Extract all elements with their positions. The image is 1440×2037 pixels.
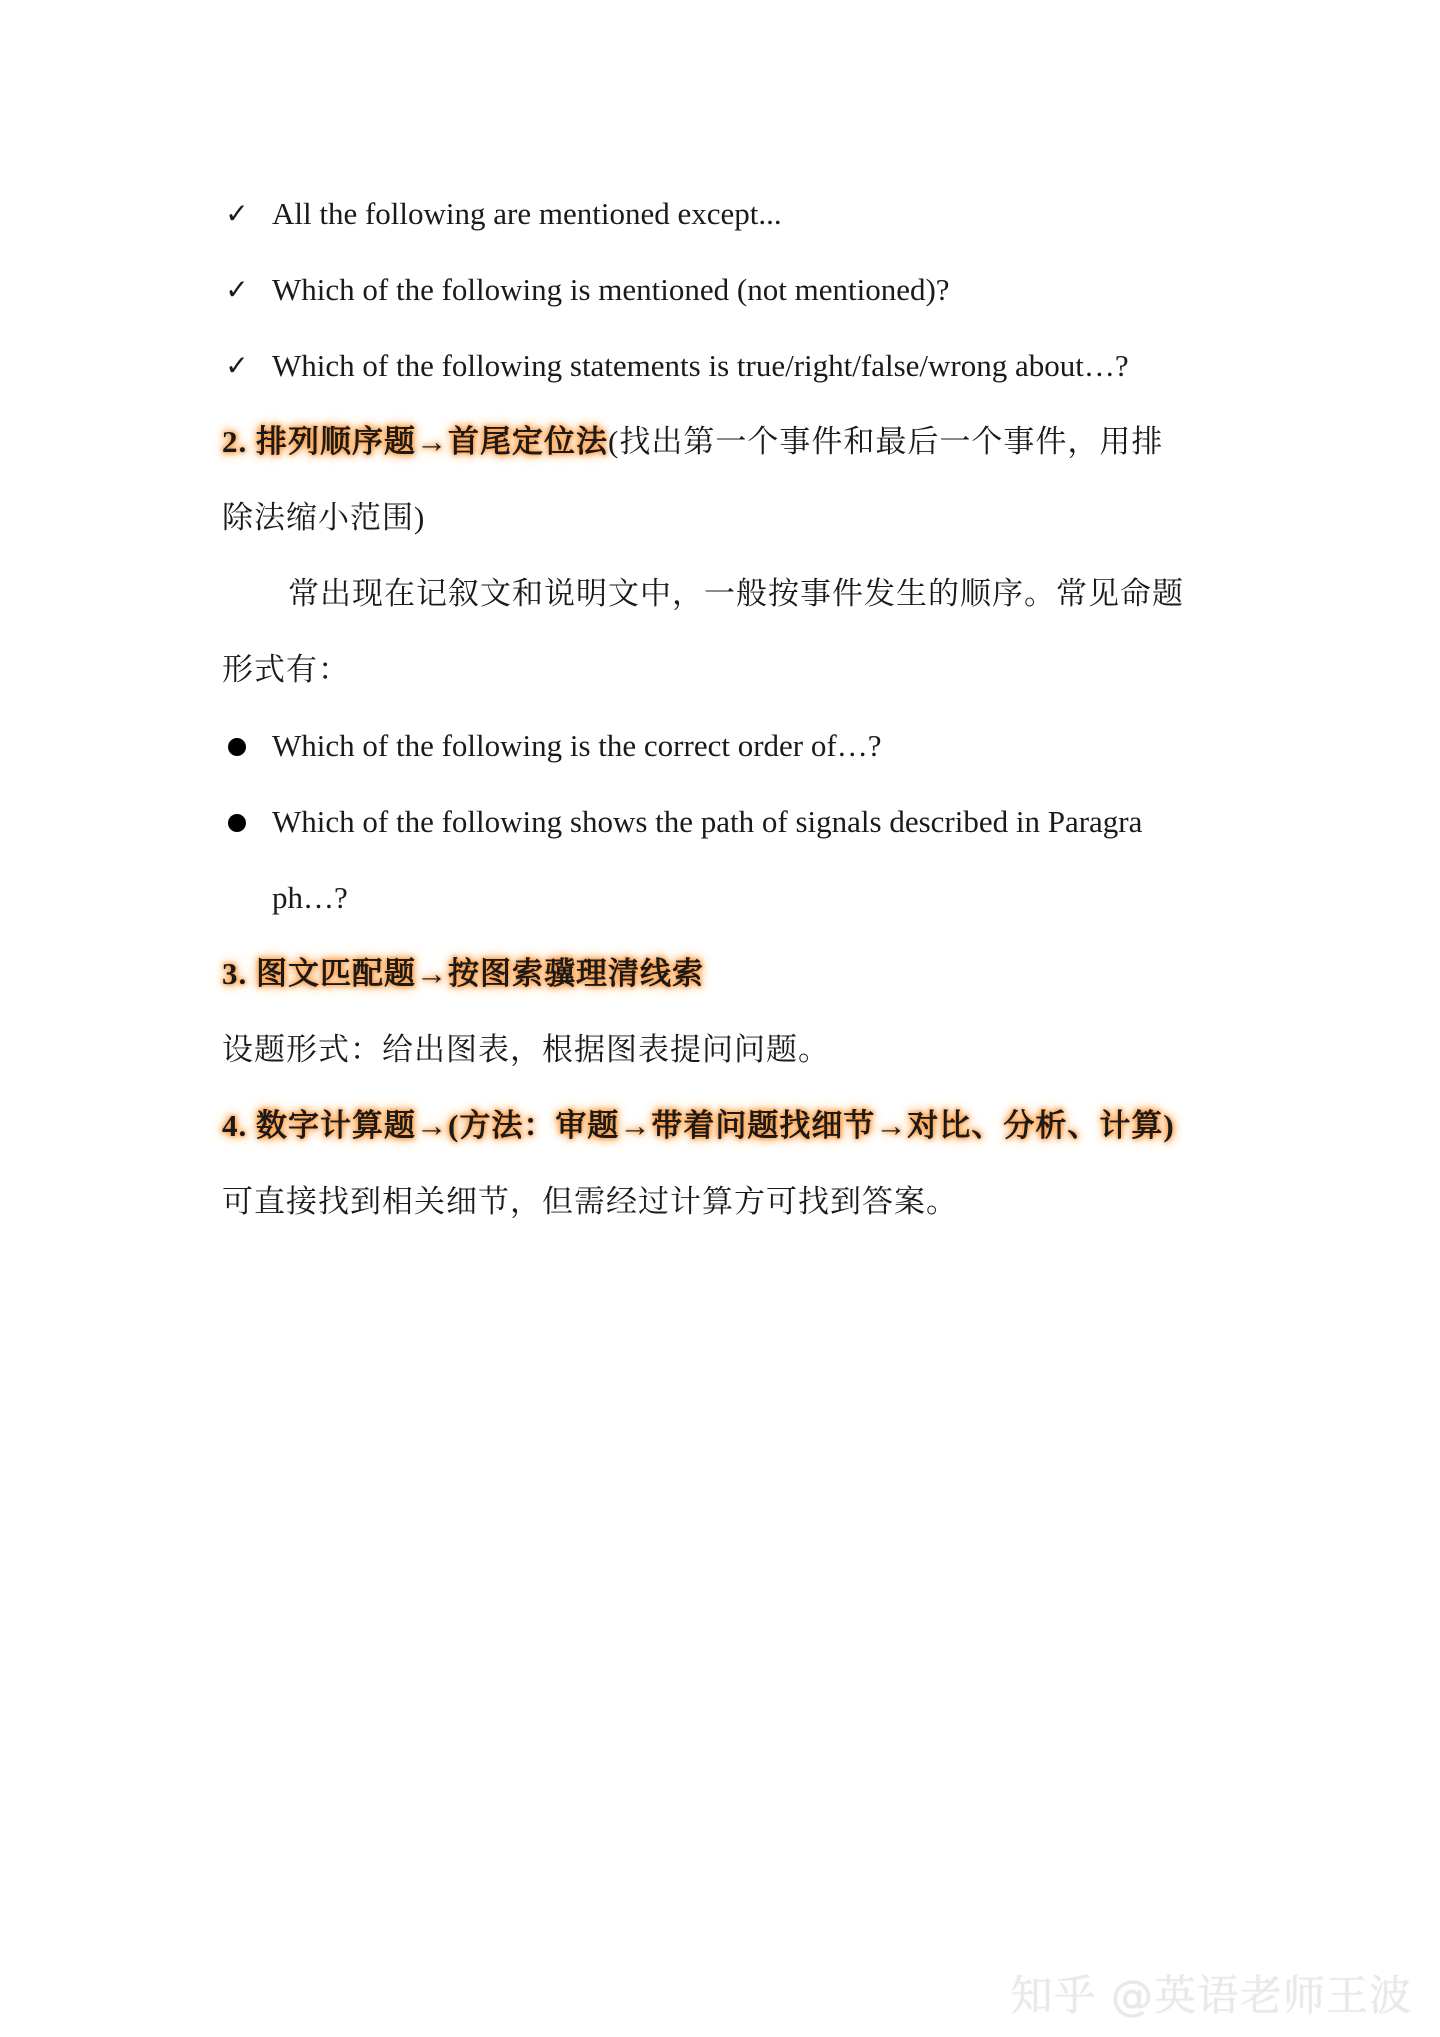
section4-heading: 4. 数字计算题→(方法：审题→带着问题找细节→对比、分析、计算) — [222, 1108, 1175, 1143]
section4-description: 可直接找到相关细节，但需经过计算方可找到答案。 — [222, 1184, 958, 1219]
bullet-list-item — [222, 724, 1232, 768]
check-icon: ✓ — [225, 197, 249, 230]
section2-note-cont: 除法缩小范围) — [222, 500, 426, 535]
bullet-item-continuation: ph…? — [272, 880, 348, 915]
bullet-dot-icon — [222, 724, 252, 768]
check-list-item — [222, 344, 1232, 388]
check-item-text: All the following are mentioned except... — [272, 196, 782, 231]
bullet-item-text: Which of the following shows the path of signals described in Paragra — [272, 804, 1143, 839]
section3-heading: 3. 图文匹配题→按图索骥理清线索 — [222, 956, 704, 991]
check-icon: ✓ — [225, 349, 249, 382]
bullet-dot-icon — [222, 800, 252, 844]
section3-description: 设题形式：给出图表，根据图表提问问题。 — [222, 1032, 830, 1067]
section4-heading-line — [222, 1104, 1232, 1148]
check-item-text: Which of the following is mentioned (not mentioned)? — [272, 272, 950, 307]
check-list-item — [222, 192, 1232, 236]
section2-heading-line — [222, 420, 1232, 464]
section2-description: 常出现在记叙文和说明文中，一般按事件发生的顺序。常见命题 — [288, 576, 1184, 611]
watermark: 知乎 @英语老师王波 — [1010, 1971, 1412, 2020]
bullet-item-text: Which of the following is the correct order of…? — [272, 728, 882, 763]
bullet-list-item — [222, 800, 1232, 844]
check-icon: ✓ — [225, 273, 249, 306]
check-list-item — [222, 268, 1232, 312]
check-item-text: Which of the following statements is true/right/false/wrong about…? — [272, 348, 1129, 383]
section2-heading: 2. 排列顺序题→首尾定位法 — [222, 424, 608, 459]
section2-description-cont: 形式有： — [222, 652, 350, 687]
section2-note: (找出第一个事件和最后一个事件，用排 — [608, 424, 1164, 459]
section3-heading-line — [222, 952, 1232, 996]
